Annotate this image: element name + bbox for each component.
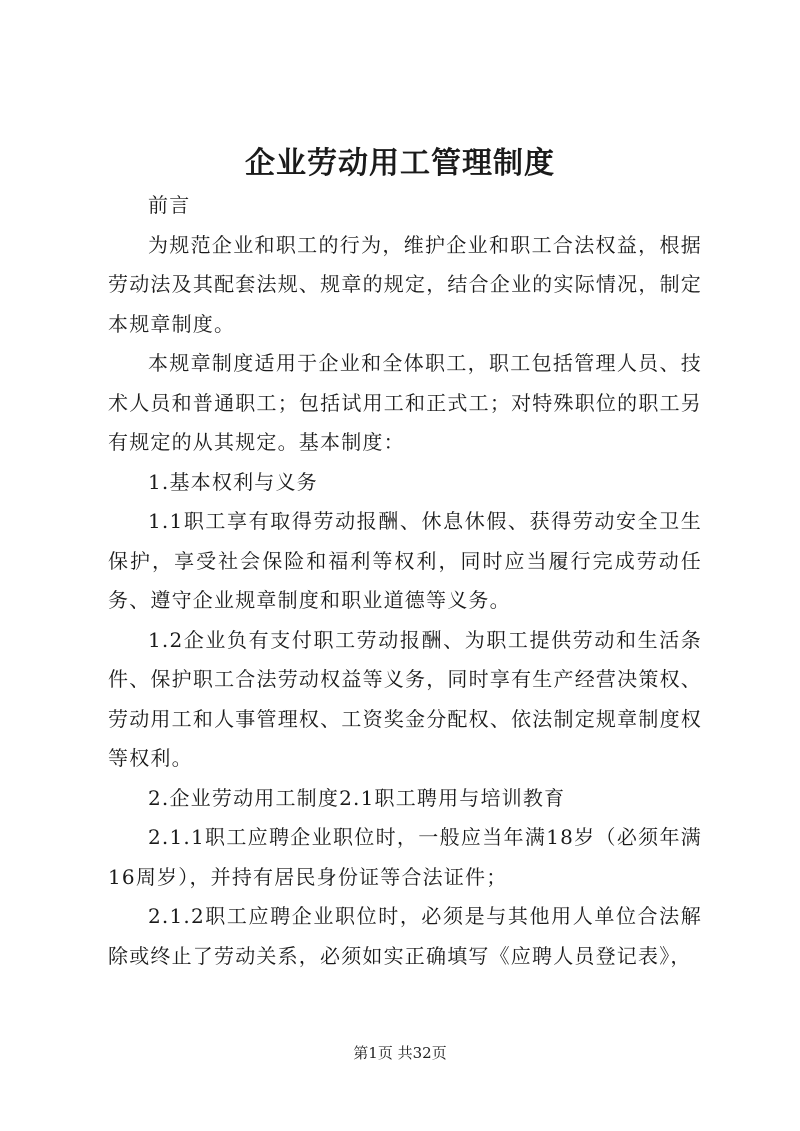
paragraph-preface: 前言 [148,193,191,217]
paragraph-purpose: 为规范企业和职工的行为，维护企业和职工合法权益，根据劳动法及其配套法规、规章的规定，结合企业的实际情况，制定本规章制度。 [108,232,702,336]
paragraph-section-2-1-1: 2.1.1职工应聘企业职位时，一般应当年满18岁（必须年满16周岁），并持有居民身份证等合法证件； [108,825,702,889]
paragraph-section-2-1-2: 2.1.2职工应聘企业职位时，必须是与其他用人单位合法解除或终止了劳动关系，必须如实正确填写《应聘人员登记表》， [108,904,702,968]
document-body [108,186,702,976]
paragraph-section-2-heading: 2.企业劳动用工制度2.1职工聘用与培训教育 [148,785,566,810]
paragraph-section-1-1: 1.1职工享有取得劳动报酬、休息休假、获得劳动安全卫生保护，享受社会保险和福利等权利，同时应当履行完成劳动任务、遵守企业规章制度和职业道德等义务。 [108,509,702,612]
paragraph-scope: 本规章制度适用于企业和全体职工，职工包括管理人员、技术人员和普通职工；包括试用工和正式工；对特殊职位的职工另有规定的从其规定。基本制度： [108,351,702,454]
page-number-footer: 第1页 共32页 [353,1044,447,1062]
paragraph-section-1-2: 1.2企业负有支付职工劳动报酬、为职工提供劳动和生活条件、保护职工合法劳动权益等义务，同时享有生产经营决策权、劳动用工和人事管理权、工资奖金分配权、依法制定规章制度权等权利。 [108,627,702,770]
paragraph-section-1-heading: 1.基本权利与义务 [148,469,318,494]
document-title: 企业劳动用工管理制度 [245,146,555,181]
